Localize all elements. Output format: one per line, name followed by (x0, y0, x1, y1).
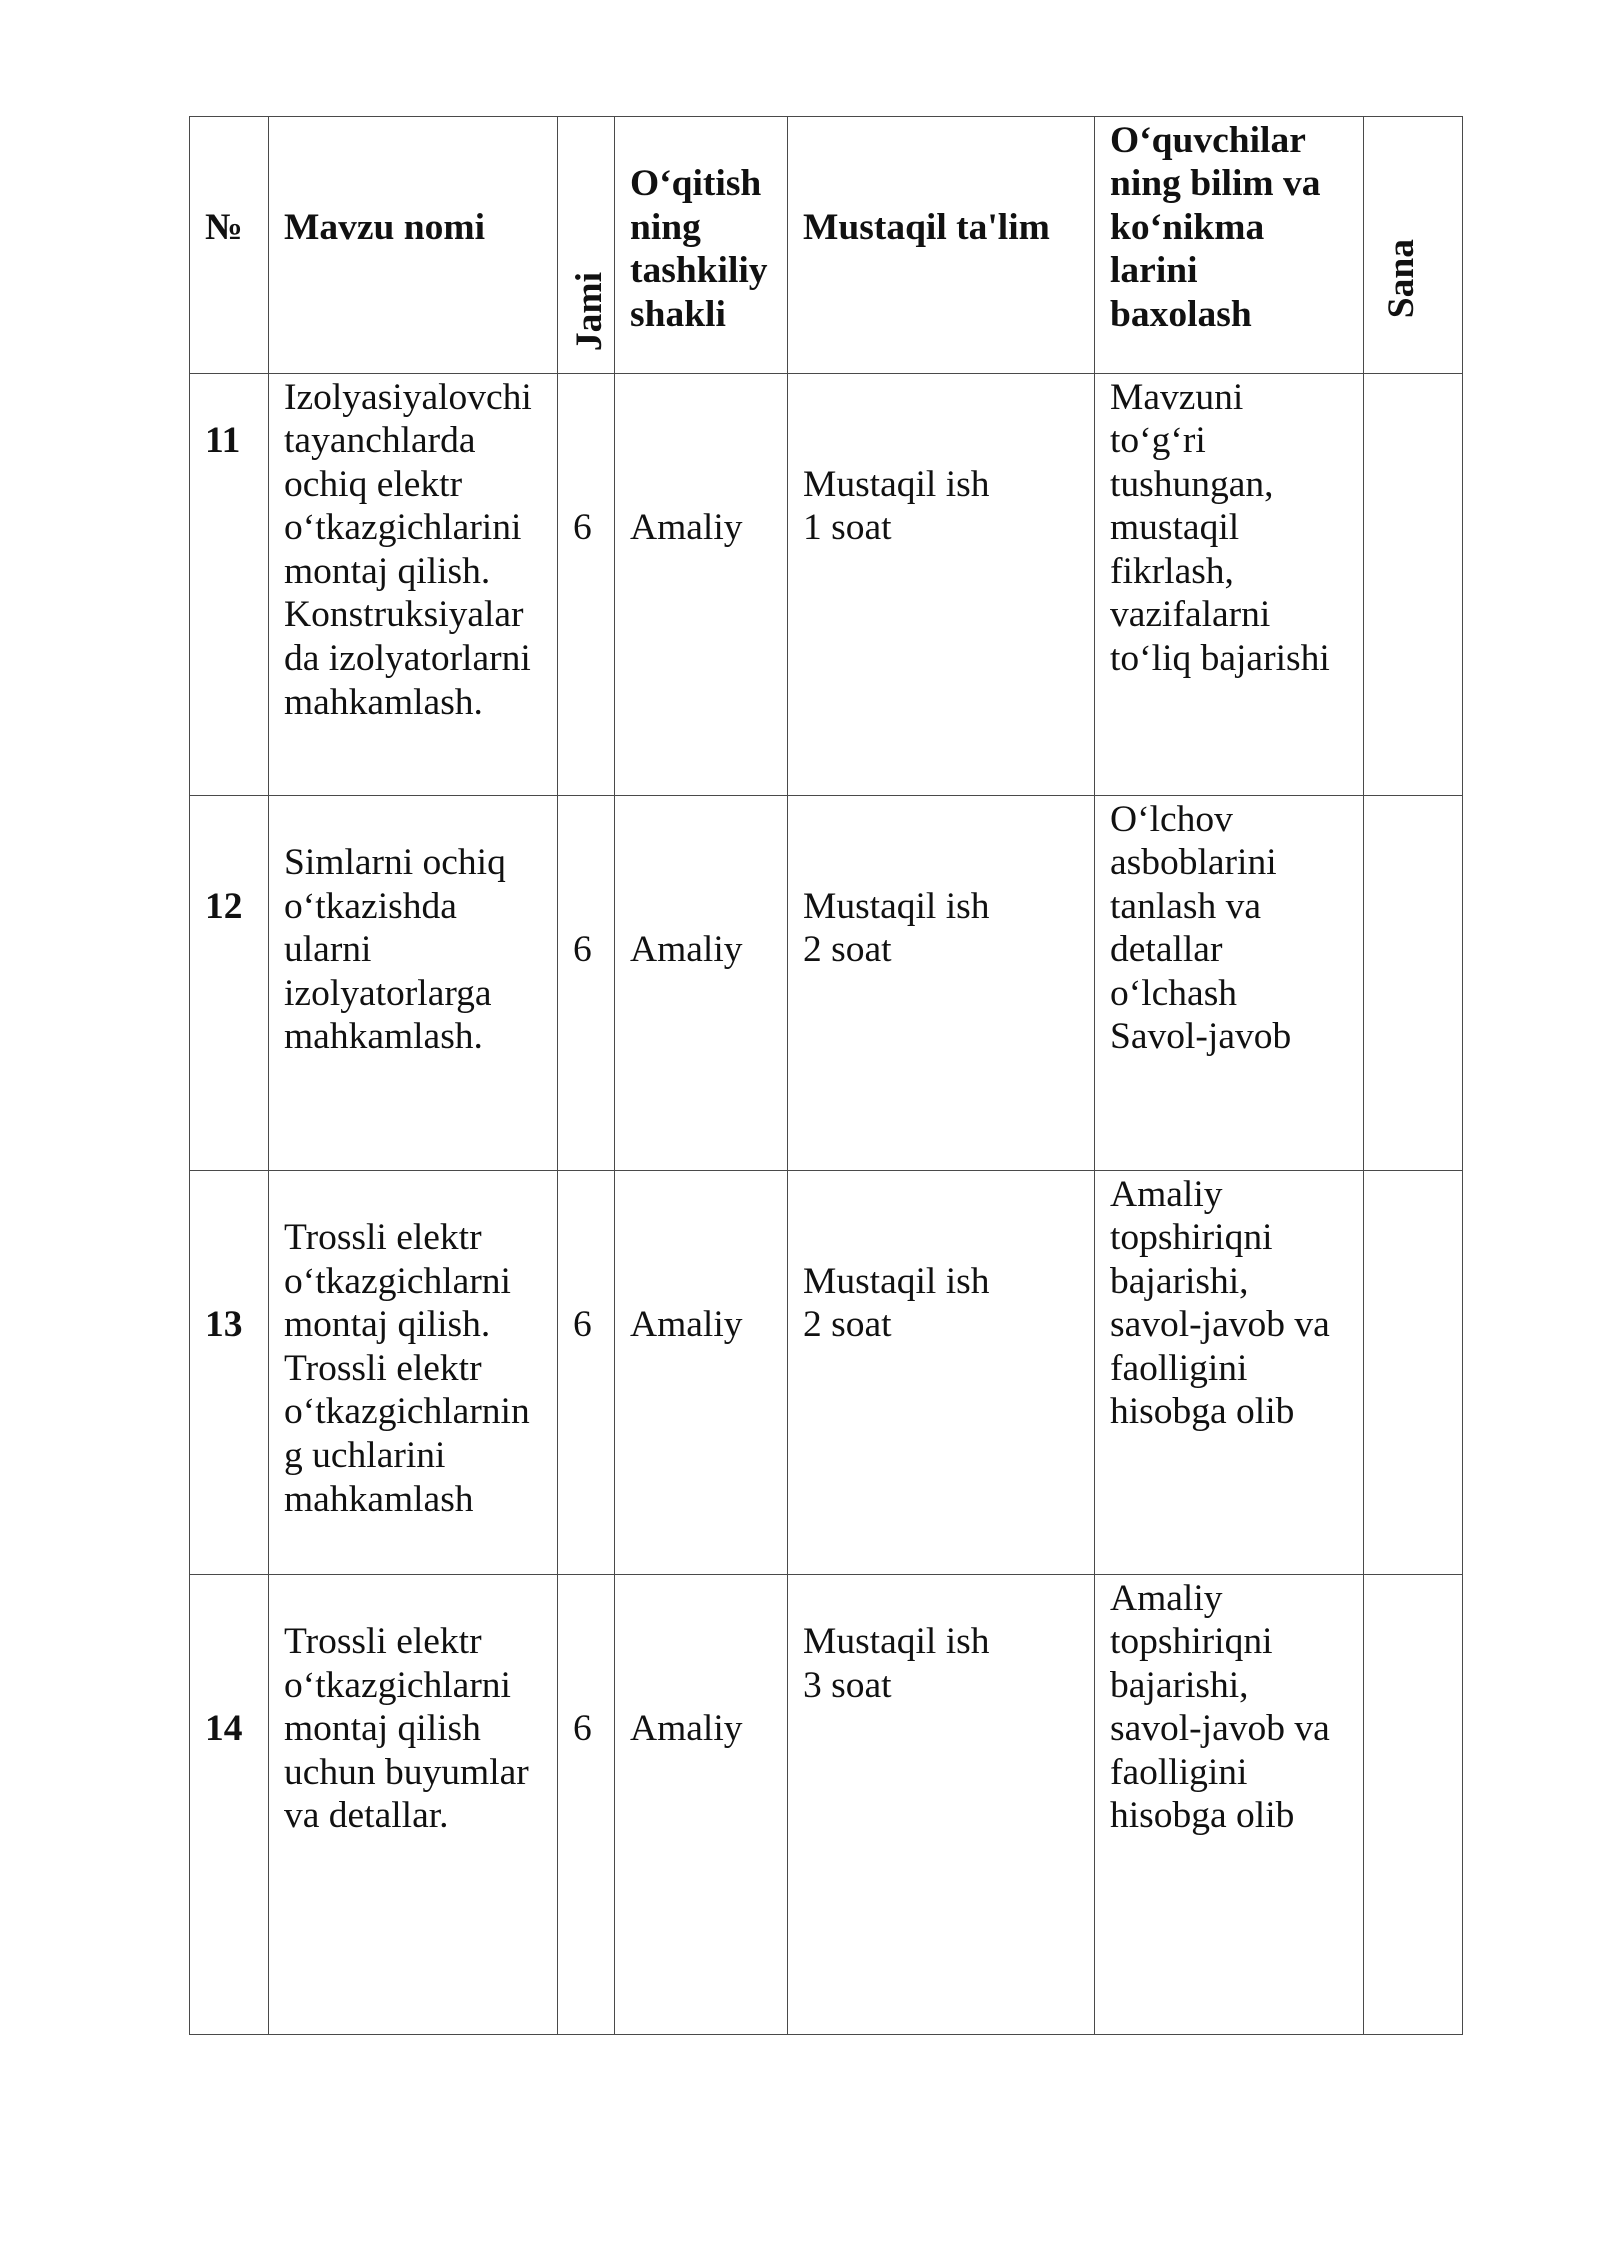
header-topic: Mavzu nomi (269, 117, 558, 374)
row-form: Amaliy (615, 796, 788, 1171)
row-form: Amaliy (615, 1171, 788, 1575)
row-topic: Trossli elektr o‘tkazgichlarni montaj qilish uchun buyumlar va detallar. (269, 1575, 558, 2035)
header-assessment: O‘quvchilar ning bilim va ko‘nikma larini baxolash (1095, 117, 1364, 374)
row-date (1364, 1171, 1463, 1575)
header-form: O‘qitish ning tashkiliy shakli (615, 117, 788, 374)
row-topic: Trossli elektr o‘tkazgichlarni montaj qilish. Trossli elektr o‘tkazgichlarnin g uchlarini mahkamlash (269, 1171, 558, 1575)
row-self-study: Mustaqil ish 3 soat (788, 1575, 1095, 2035)
table-row (190, 374, 1463, 796)
header-date: Sana (1381, 239, 1422, 319)
row-topic: Izolyasiyalovchi tayanchlarda ochiq elektr o‘tkazgichlarini montaj qilish. Konstruksiyalar da izolyatorlarni mahkamlash. (269, 374, 558, 796)
row-form: Amaliy (615, 1575, 788, 2035)
row-number: 13 (190, 1171, 269, 1575)
row-assessment: Mavzuni to‘g‘ri tushungan, mustaqil fikrlash, vazifalarni to‘liq bajarishi (1095, 374, 1364, 796)
row-hours: 6 (558, 1575, 615, 2035)
row-date (1364, 374, 1463, 796)
row-number: 11 (190, 374, 269, 796)
header-hours: Jami (569, 272, 610, 352)
row-form: Amaliy (615, 374, 788, 796)
header-number: № (190, 117, 269, 374)
row-assessment: Amaliy topshiriqni bajarishi, savol-javob va faolligini hisobga olib (1095, 1575, 1364, 2035)
row-self-study: Mustaqil ish 1 soat (788, 374, 1095, 796)
row-number: 14 (190, 1575, 269, 2035)
lesson-plan-table (189, 116, 1463, 2035)
row-date (1364, 1575, 1463, 2035)
row-date (1364, 796, 1463, 1171)
row-assessment: O‘lchov asboblarini tanlash va detallar o‘lchash Savol-javob (1095, 796, 1364, 1171)
row-number: 12 (190, 796, 269, 1171)
row-assessment: Amaliy topshiriqni bajarishi, savol-javob va faolligini hisobga olib (1095, 1171, 1364, 1575)
header-row (190, 117, 1463, 374)
row-hours: 6 (558, 1171, 615, 1575)
table-row (190, 1575, 1463, 2035)
table-row (190, 796, 1463, 1171)
row-self-study: Mustaqil ish 2 soat (788, 1171, 1095, 1575)
header-self-study: Mustaqil ta'lim (788, 117, 1095, 374)
table-row (190, 1171, 1463, 1575)
row-hours: 6 (558, 796, 615, 1171)
row-self-study: Mustaqil ish 2 soat (788, 796, 1095, 1171)
row-hours: 6 (558, 374, 615, 796)
row-topic: Simlarni ochiq o‘tkazishda ularni izolyatorlarga mahkamlash. (269, 796, 558, 1171)
